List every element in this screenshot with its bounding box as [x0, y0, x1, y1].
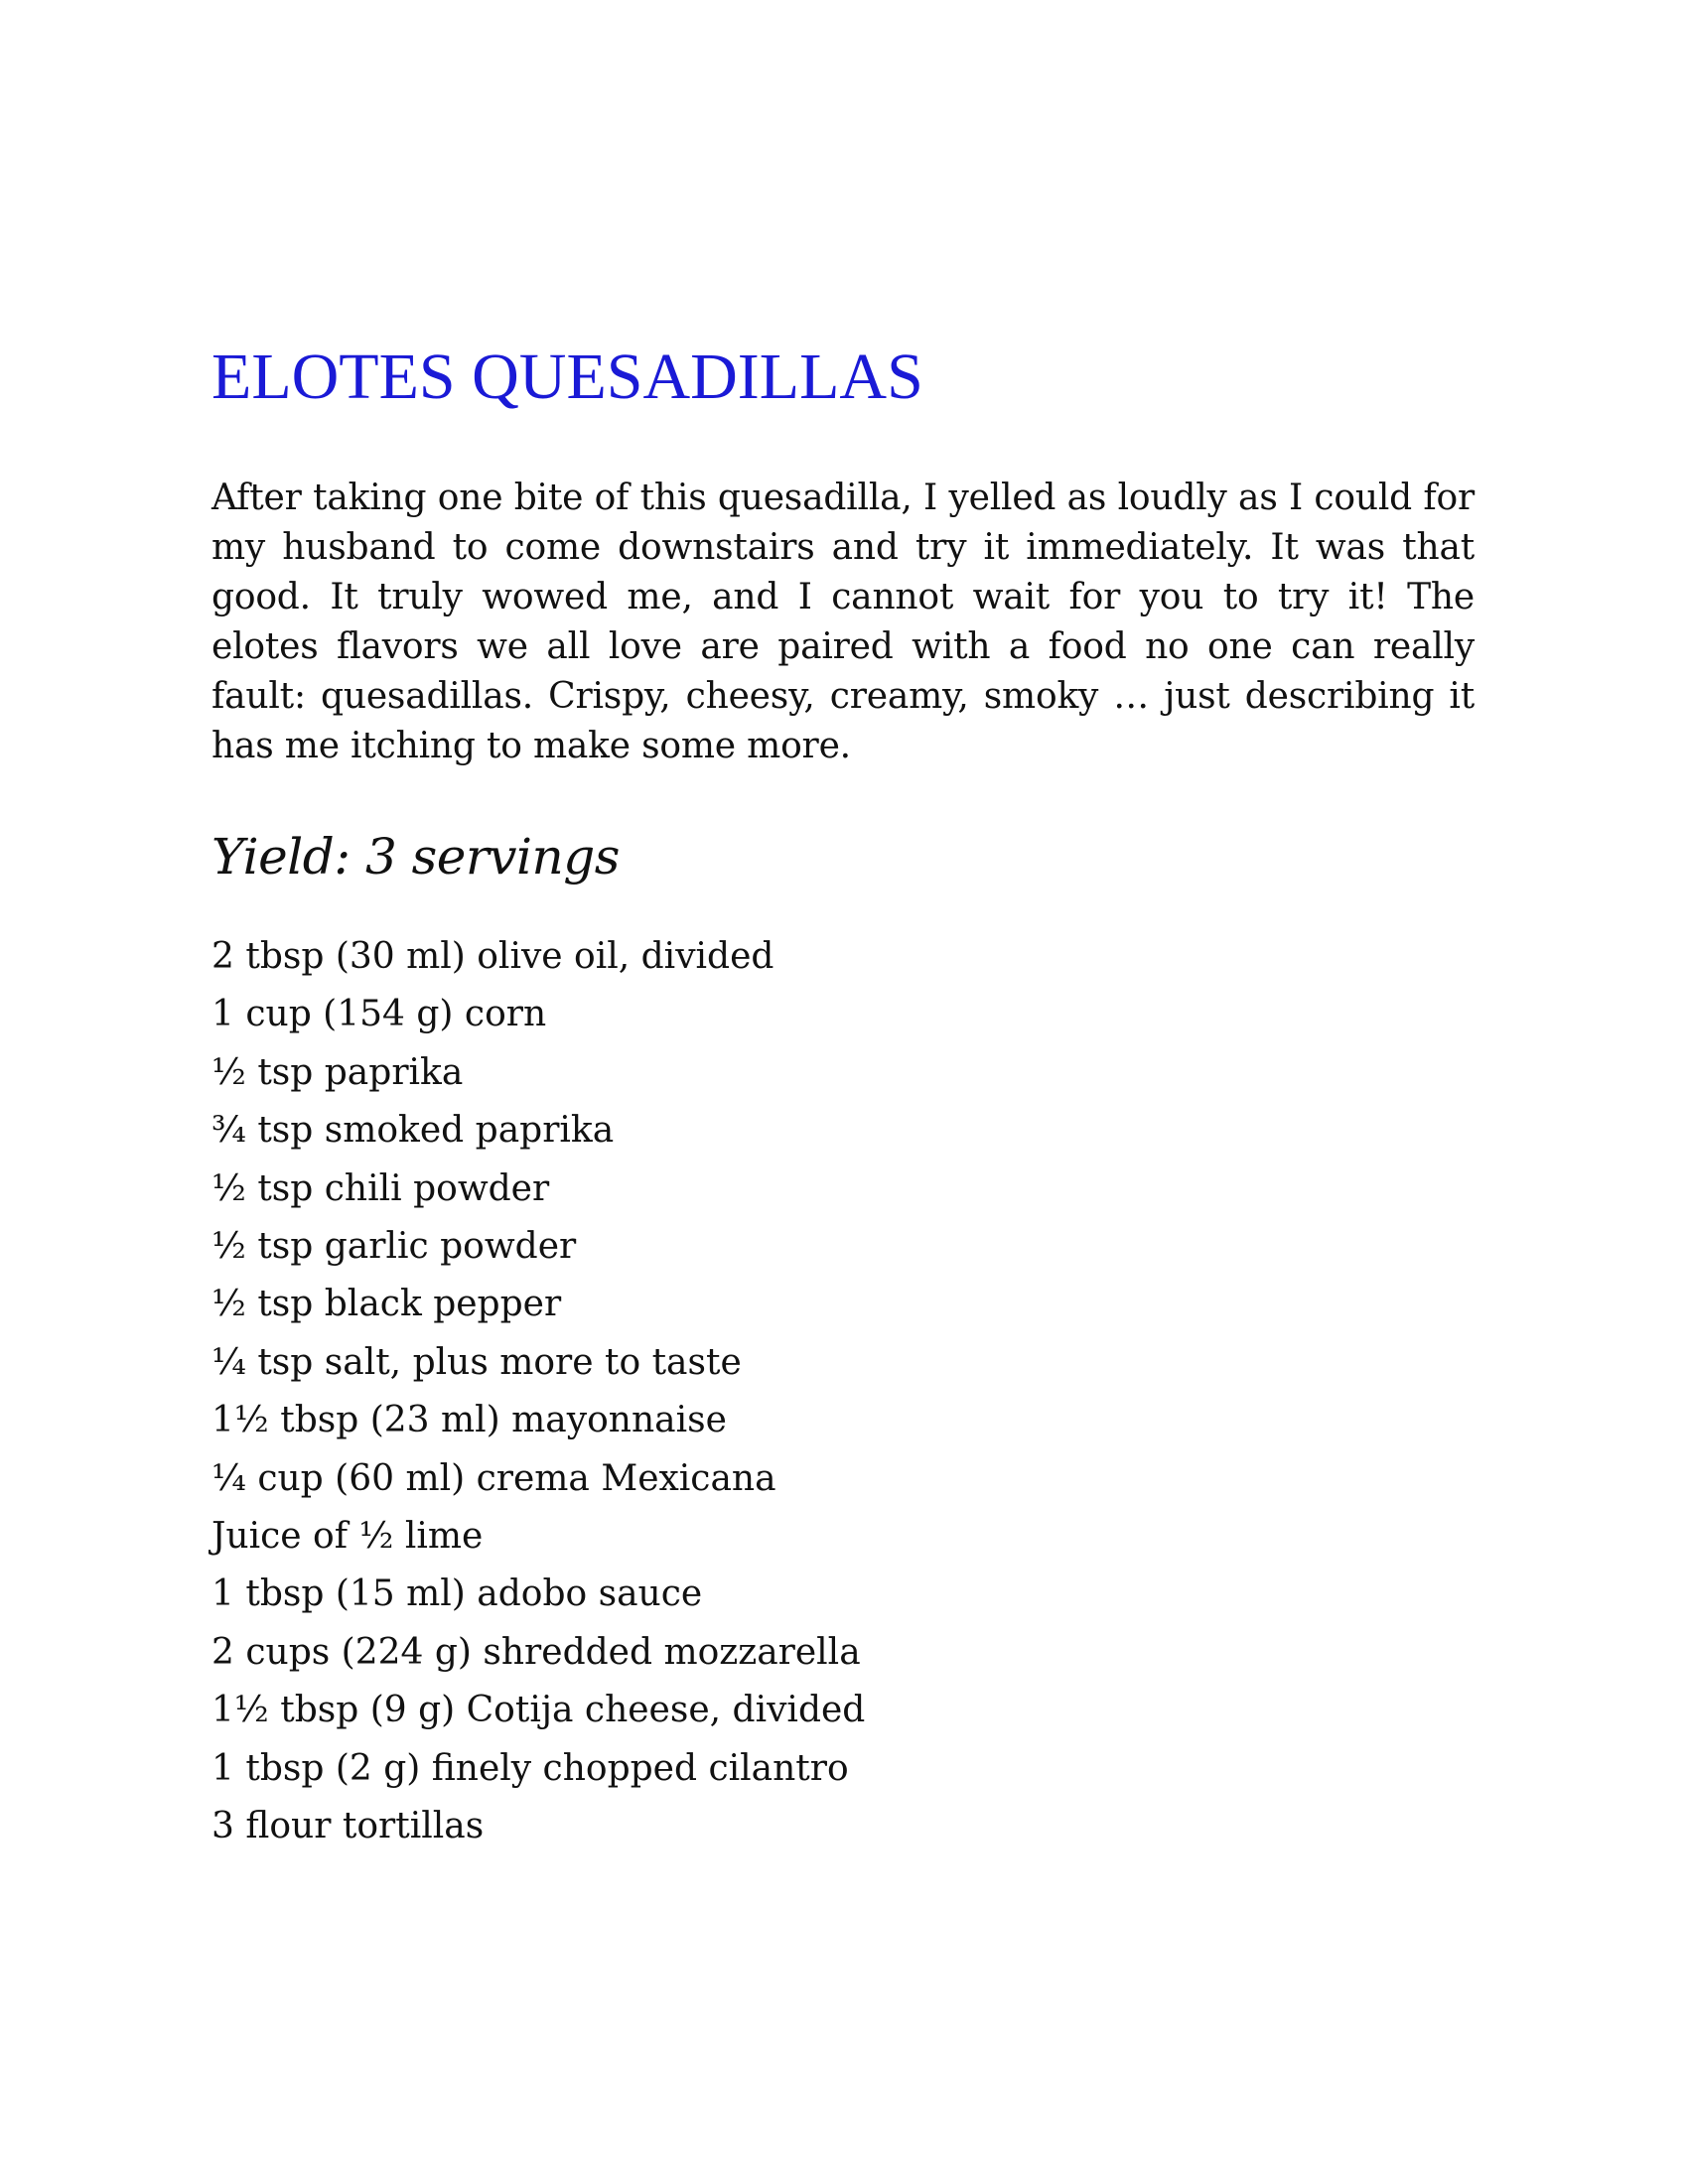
recipe-yield: Yield: 3 servings: [211, 828, 620, 886]
ingredient-list: [211, 928, 1475, 1856]
ingredient-item: 2 tbsp (30 ml) olive oil, divided: [211, 936, 774, 977]
ingredient-item: 1½ tbsp (23 ml) mayonnaise: [211, 1400, 727, 1441]
ingredient-item: ½ tsp paprika: [211, 1051, 464, 1093]
recipe-intro: After taking one bite of this quesadilla, I yelled as loudly as I could for my husband to come downstairs and try it immediately. It was that good. It truly wowed me, and I cannot wait for you to try it! The elotes flavors we all love are paired with a food no one can really fault: quesadillas. Crispy, cheesy, creamy, smoky … just describing it has me itching to make some more.: [211, 478, 1475, 766]
ingredient-item: 3 flour tortillas: [211, 1806, 485, 1847]
ingredient-item: ½ tsp chili powder: [211, 1167, 550, 1209]
ingredient-item: ¼ tsp salt, plus more to taste: [211, 1341, 742, 1383]
ingredient-item: 1 tbsp (15 ml) adobo sauce: [211, 1573, 703, 1615]
ingredient-item: Juice of ½ lime: [211, 1516, 484, 1558]
recipe-title: ELOTES QUESADILLAS: [211, 341, 923, 413]
ingredient-item: 2 cups (224 g) shredded mozzarella: [211, 1631, 861, 1673]
ingredient-item: 1 tbsp (2 g) finely chopped cilantro: [211, 1747, 849, 1789]
recipe-page: [211, 338, 1475, 1856]
ingredient-item: 1 cup (154 g) corn: [211, 994, 547, 1035]
ingredient-item: ½ tsp black pepper: [211, 1284, 562, 1325]
ingredient-item: ½ tsp garlic powder: [211, 1226, 577, 1268]
ingredient-item: ¾ tsp smoked paprika: [211, 1110, 615, 1152]
ingredient-item: ¼ cup (60 ml) crema Mexicana: [211, 1457, 776, 1499]
ingredient-item: 1½ tbsp (9 g) Cotija cheese, divided: [211, 1690, 866, 1731]
